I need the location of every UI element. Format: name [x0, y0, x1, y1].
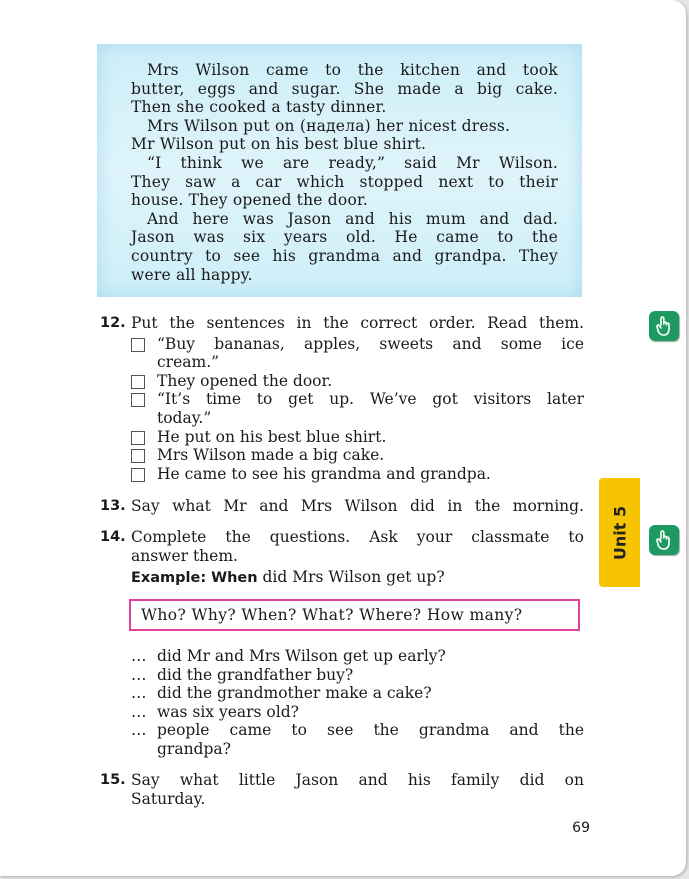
story-line: “I think we are ready,” said Mr Wilson.	[147, 153, 558, 172]
exercise-14	[100, 528, 584, 588]
question-list	[100, 647, 584, 759]
exercise-instruction: answer them.	[131, 546, 238, 565]
story-line: Mrs Wilson came to the kitchen and took	[147, 61, 558, 79]
sentence-text: today.”	[157, 408, 212, 427]
sentence-item	[131, 372, 584, 391]
unit-label: Unit 5	[610, 505, 629, 560]
exercise-13	[100, 497, 584, 516]
question-text: did the grandfather buy?	[157, 665, 354, 684]
sentence-item	[131, 390, 584, 427]
exercise-instruction: Say what little Jason and his family did on	[131, 771, 584, 789]
sentence-text: They opened the door.	[157, 371, 333, 390]
exercise-number: 15.	[100, 772, 126, 788]
question-words-box: Who? Why? When? What? Where? How many?	[129, 599, 580, 631]
question-item	[131, 721, 584, 758]
question-text: did Mr and Mrs Wilson get up early?	[157, 647, 446, 665]
blank-dots: …	[131, 702, 147, 721]
order-checkbox[interactable]	[131, 393, 145, 407]
story-line: They saw a car which stopped next to their	[131, 172, 558, 191]
sentence-text: “It’s time to get up. We’ve got visitors later	[157, 390, 584, 409]
exercise-instruction: Complete the questions. Ask your classmate to	[131, 528, 584, 546]
sentence-item	[131, 446, 584, 465]
story-line: country to see his grandma and grandpa. They	[131, 246, 558, 265]
story-line: Then she cooked a tasty dinner.	[131, 98, 387, 117]
story-line: house. They opened the door.	[131, 191, 369, 210]
sentence-text: He came to see his grandma and grandpa.	[157, 464, 491, 483]
unit-tab	[599, 478, 640, 587]
exercise-instruction: Put the sentences in the correct order. Read them.	[131, 314, 584, 332]
exercise-12	[100, 314, 584, 483]
blank-dots: …	[131, 721, 147, 740]
story-text	[131, 61, 558, 284]
exercise-number: 12.	[100, 315, 126, 331]
example-word: When	[211, 570, 258, 587]
touch-hand-icon[interactable]	[649, 311, 679, 341]
sentence-item	[131, 465, 584, 484]
story-line: Mr Wilson put on his best blue shirt.	[131, 135, 427, 154]
question-text: people came to see the grandma and the	[157, 721, 584, 740]
example-text: did Mrs Wilson get up?	[262, 568, 445, 587]
example-label: Example:	[131, 570, 207, 587]
sentence-text: cream.”	[157, 353, 220, 372]
question-text: grandpa?	[157, 739, 231, 758]
page-number: 69	[572, 820, 590, 836]
order-checkbox[interactable]	[131, 431, 145, 445]
question-item	[131, 684, 584, 703]
question-item	[131, 703, 584, 722]
order-checkbox[interactable]	[131, 338, 145, 352]
story-line: were all happy.	[131, 265, 253, 284]
story-line: Mrs Wilson put on (надела) her nicest dress.	[147, 116, 511, 135]
order-checkbox[interactable]	[131, 449, 145, 463]
exercise-number: 13.	[100, 498, 126, 514]
sentence-item	[131, 335, 584, 372]
blank-dots: …	[131, 665, 147, 684]
story-line: Jason was six years old. He came to the	[131, 228, 558, 247]
blank-dots: …	[131, 647, 147, 665]
order-checkbox[interactable]	[131, 375, 145, 389]
exercise-instruction: Say what Mr and Mrs Wilson did in the morning.	[131, 497, 584, 515]
exercise-instruction: Saturday.	[131, 789, 206, 808]
sentence-text: “Buy bananas, apples, sweets and some ice	[157, 334, 584, 353]
example-line	[131, 568, 584, 588]
sentence-text: He put on his best blue shirt.	[157, 427, 387, 446]
question-text: was six years old?	[157, 702, 299, 721]
question-item	[131, 666, 584, 685]
question-item	[131, 647, 584, 666]
blank-dots: …	[131, 684, 147, 703]
exercise-number: 14.	[100, 529, 126, 545]
story-line: butter, eggs and sugar. She made a big cake.	[131, 79, 558, 98]
touch-hand-icon[interactable]	[649, 525, 679, 555]
story-line: And here was Jason and his mum and dad.	[147, 209, 558, 228]
sentence-text: Mrs Wilson made a big cake.	[157, 446, 385, 465]
order-checkbox[interactable]	[131, 468, 145, 482]
question-text: did the grandmother make a cake?	[157, 684, 432, 703]
sentence-item	[131, 428, 584, 447]
exercise-15	[100, 771, 584, 808]
